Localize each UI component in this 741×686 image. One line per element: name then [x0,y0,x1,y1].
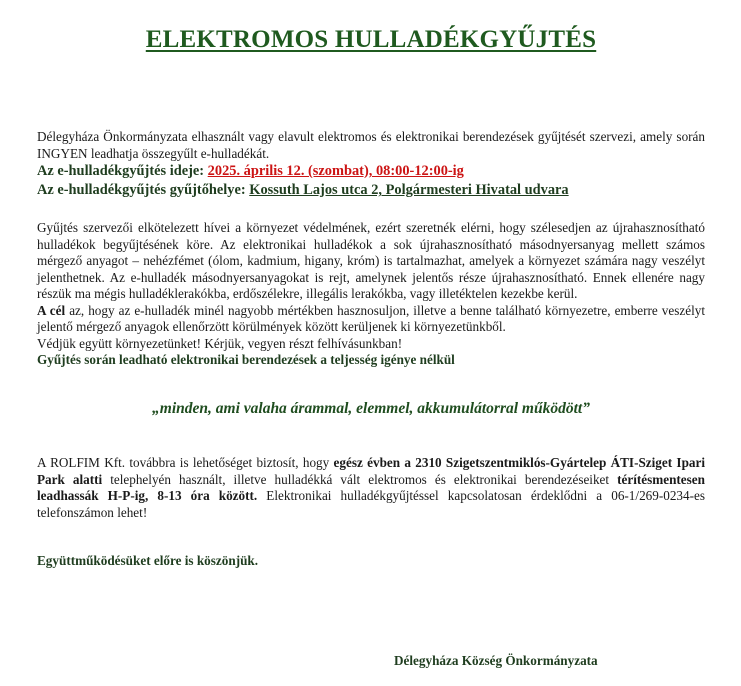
intro-paragraph: Délegyháza Önkormányzata elhasznált vagy elavult elektromos és elektronikai berendezések gyűjtését szervezi, amely során INGYEN leadhatja összegyűlt e-hulladékát. [37,129,705,161]
thanks-line: Együttműködésüket előre is köszönjük. [37,553,259,568]
goal-label: A cél [37,302,66,318]
collection-place-label: Az e-hulladékgyűjtés gyűjtőhelye: [37,182,250,198]
goal-paragraph [37,303,705,336]
goal-text: az, hogy az e-hulladék minél nagyobb mértékben hasznosuljon, illetve a benne található környezetre, emberre veszélyt jelentő mérgező anyagok ellenőrzött körülmények között kerüljenek ki környezetünkből. [37,302,705,334]
info-body [37,220,705,369]
collection-place-value: Kossuth Lajos utca 2, Polgármesteri Hivatal udvara [249,182,569,198]
collection-date-value: 2025. április 12. (szombat), 08:00-12:00-ig [207,163,464,179]
collection-date-label: Az e-hulladékgyűjtés ideje: [37,163,208,179]
rolfim-location: egész évben a 2310 Szigetszentmiklós-Gyártelep ÁTI-Sziget Ipari Park alatti [37,455,706,487]
rolfim-hours: térítésmentesen leadhassák H-P-ig, 8-13 óra között. [37,471,705,503]
protect-paragraph: Védjük együtt környezetünket! Kérjük, vegyen részt felhívásunkban! [37,335,403,351]
collection-place-line [37,182,569,199]
items-heading: Gyűjtés során leadható elektronikai berendezések a teljesség igénye nélkül [37,352,455,367]
items-quote: „minden, ami valaha árammal, elemmel, akkumulátorral működött” [152,400,590,417]
rolfim-text-2: telephelyén használt, illetve hulladékká vált elektromos és elektronikai berendezéseiket [102,471,618,487]
collection-date-line [37,163,464,180]
rolfim-text-3: Elektronikai hulladékgyűjtéssel kapcsolatosan érdeklődni a 06-1/269-0234-es telefonszámon lehet! [37,488,705,520]
document-title: ELEKTROMOS HULLADÉKGYŰJTÉS [145,26,597,53]
rolfim-paragraph [37,455,705,521]
rolfim-text-1: A ROLFIM Kft. továbbra is lehetőséget biztosít, hogy [37,455,334,470]
signature: Délegyháza Község Önkormányzata [394,653,598,668]
environment-paragraph: Gyűjtés szervezői elkötelezett hívei a környezet védelmének, ezért szeretnék elérni, hogy szélesedjen az újrahasznosítható hulladékok begyűjtésének köre. Az elektronikai hulladékok a sok újrahasznosítható másodnyersanyag mellett számos mérgező anyagot – nehézfémet (ólom, kadmium, higany, króm) is tartalmazhat, amelyek a környezet számára nagy veszélyt jelenthetnek. Az e-hulladék másodnyersanyagokat is rejt, amelynek jelentős része újrahasznosítható. Ennek ellenére nagy részük ma mégis hulladéklerakókba, erdőszélekre, illegális lerakókba, vagy illetéktelen kezekbe kerül. [37,220,705,301]
